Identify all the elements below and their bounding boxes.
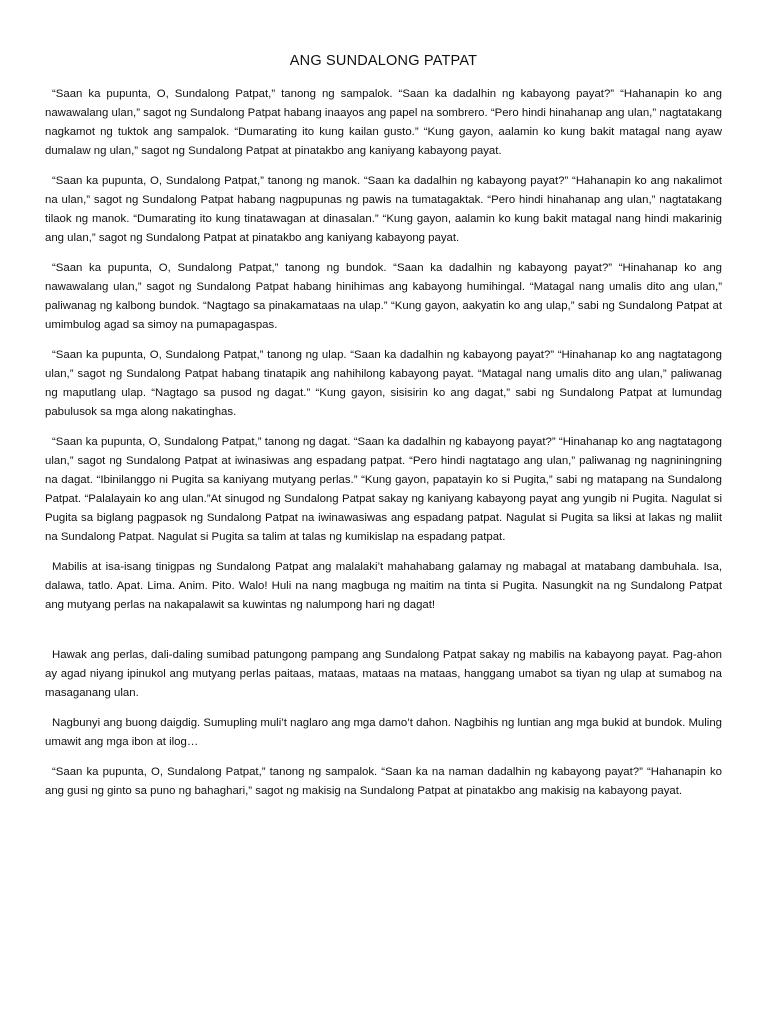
paragraph-9: “Saan ka pupunta, O, Sundalong Patpat,” tanong ng sampalok. “Saan ka na naman dadalhin ng kabayong payat?” “Hahanapin ko ang gusi ng ginto sa puno ng bahaghari,” sagot ng makisig na Sundalong Patpat at pinatakbo ang makisig na kabayong payat.	[45, 766, 722, 797]
paragraph-2: “Saan ka pupunta, O, Sundalong Patpat,” tanong ng manok. “Saan ka dadalhin ng kabayong payat?” “Hahanapin ko ang nakalimot na ulan,” sagot ng Sundalong Patpat habang nagpupunas ng pawis na tumatagaktak. “Pero hindi hinahanap ang ulan,” nagtatakang tilaok ng manok. “Dumarating ito kung tinatawagan at dinasalan.” “Kung gayon, aalamin ko kung bakit matagal nang hindi makarinig ang ulan,” sagot ng Sundalong Patpat at pinatakbo ang kaniyang kabayong payat.	[45, 175, 722, 244]
document-title: ANG SUNDALONG PATPAT	[289, 53, 478, 69]
paragraph-7: Hawak ang perlas, dali-daling sumibad patungong pampang ang Sundalong Patpat sakay ng mabilis na kabayong payat. Pag-ahon ay agad niyang ipinukol ang mutyang perlas paitaas, mataas, mataas na mataas, hanggang umabot sa tiyan ng ulap at sumabog na masaganang ulan.	[45, 649, 722, 699]
document-page	[45, 50, 722, 801]
paragraph-3: “Saan ka pupunta, O, Sundalong Patpat,” tanong ng bundok. “Saan ka dadalhin ng kabayong payat?” “Hinahanap ko ang nawawalang ulan,” sagot ng Sundalong Patpat habang hinihimas ang kabayong humihingal. “Matagal nang umalis dito ang ulan,” paliwanag ng kalbong bundok. “Nagtago sa pinakamataas na ulap.” “Kung gayon, aakyatin ko ang ulap,” sabi ng Sundalong Patpat at umimbulog agad sa simoy na pumapagaspas.	[45, 262, 722, 331]
paragraph-8: Nagbunyi ang buong daigdig. Sumupling muli’t naglaro ang mga damo’t dahon. Nagbihis ng luntian ang mga bukid at bundok. Muling umawit ang mga ibon at ilog…	[45, 717, 722, 748]
paragraph-1: “Saan ka pupunta, O, Sundalong Patpat,” tanong ng sampalok. “Saan ka dadalhin ng kabayong payat?” “Hahanapin ko ang nawawalang ulan,” sagot ng Sundalong Patpat habang inaayos ang papel na sombrero. “Pero hindi hinahanap ang ulan,” nagtatakang nagkamot ng tuktok ang sampalok. “Dumarating ito kung kailan gusto.” “Kung gayon, aalamin ko kung bakit matagal nang ayaw dumalaw ng ulan,” sagot ng Sundalong Patpat at pinatakbo ang kaniyang kabayong payat.	[45, 88, 722, 157]
paragraph-5: “Saan ka pupunta, O, Sundalong Patpat,” tanong ng dagat. “Saan ka dadalhin ng kabayong payat?” “Hinahanap ko ang nagtatagong ulan,” sagot ng Sundalong Patpat at iwinasiwas ang espadang patpat. “Pero hindi nagtatago ang ulan,” paliwanag ng nagniningning na dagat. “Ibinilanggo ni Pugita sa kaniyang mutyang perlas.” “Kung gayon, papatayin ko si Pugita,” sabi ng matapang na Sundalong Patpat. “Palalayain ko ang ulan.”At sinugod ng Sundalong Patpat sakay ng kaniyang kabayong payat ang yungib ni Pugita. Nagulat si Pugita sa biglang pagpasok ng Sundalong Patpat na iwinawasiwas ang espadang patpat. Nagulat si Pugita sa liksi at lakas ng maliit na Sundalong Patpat. Nagulat si Pugita sa talim at talas ng kumikislap na espadang patpat.	[45, 436, 722, 543]
paragraph-6: Mabilis at isa-isang tinigpas ng Sundalong Patpat ang malalaki’t mahahabang galamay ng mabagal at matabang dambuhala. Isa, dalawa, tatlo. Apat. Lima. Anim. Pito. Walo! Huli na nang magbuga ng maitim na tinta si Pugita. Nasungkit na ng Sundalong Patpat ang mutyang perlas na nakapalawit sa kuwintas ng nalumpong hari ng dagat!	[45, 561, 722, 611]
paragraph-4: “Saan ka pupunta, O, Sundalong Patpat,” tanong ng ulap. “Saan ka dadalhin ng kabayong payat?” “Hinahanap ko ang nagtatagong ulan,” sagot ng Sundalong Patpat habang tinatapik ang nahihilong kabayong payat. “Matagal nang umalis dito ang ulan,” paliwanag ng maputlang ulap. “Nagtago sa pusod ng dagat.” “Kung gayon, sisisirin ko ang dagat,” sabi ng Sundalong Patpat at lumundag pabulusok sa mga along nakatinghas.	[45, 349, 722, 418]
